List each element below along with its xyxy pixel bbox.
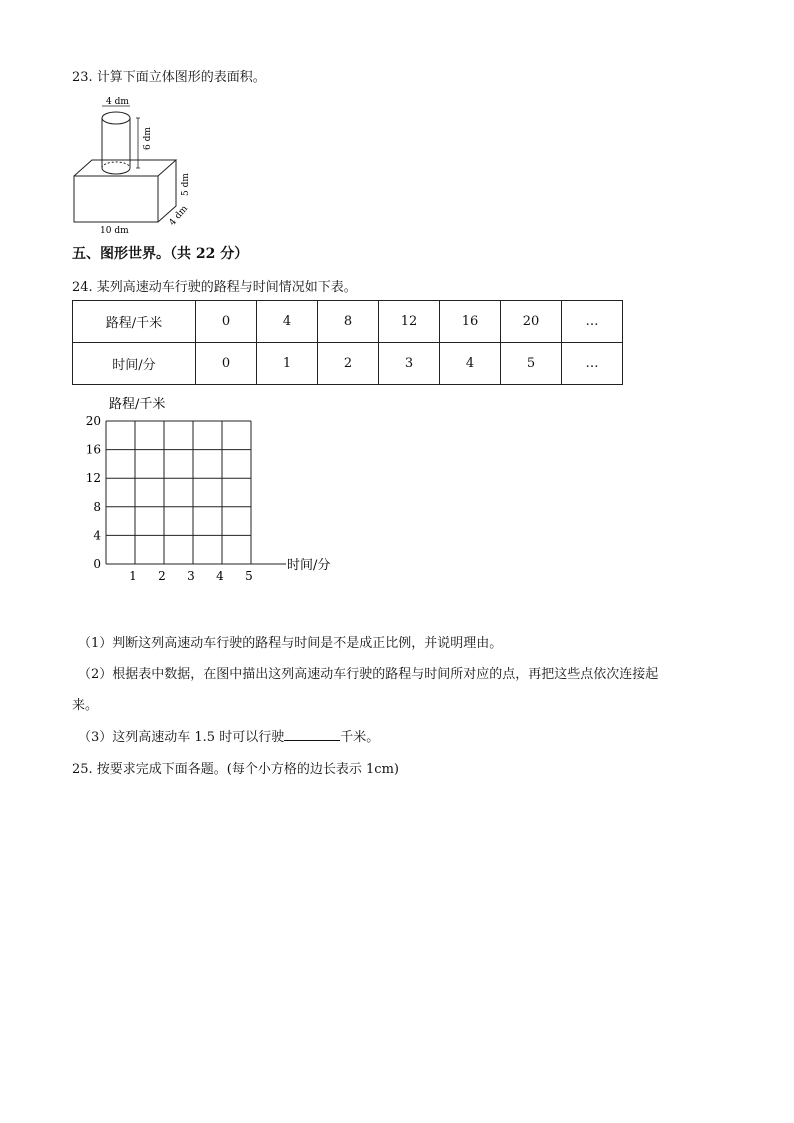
sub-question-3 [78, 726, 379, 745]
solid-figure-diagram [70, 92, 210, 234]
distance-time-grid-chart [80, 394, 350, 584]
table-cell: 0 [196, 301, 257, 343]
x-tick-label: 3 [187, 569, 195, 583]
table-cell: 0 [196, 343, 257, 385]
y-tick-label: 4 [93, 528, 101, 543]
x-tick-label: 5 [245, 569, 253, 583]
sub-question-3-suffix: 千米。 [340, 730, 380, 745]
table-cell: 16 [440, 301, 501, 343]
y-tick-label: 0 [93, 557, 101, 571]
label-width: 4 dm [167, 203, 191, 228]
table-cell: 8 [318, 301, 379, 343]
y-tick-label: 12 [85, 471, 101, 486]
table-cell: 5 [501, 343, 562, 385]
section-title: 五、图形世界。（共 22 分） [72, 246, 249, 262]
table-row [73, 343, 623, 385]
x-axis-label: 时间/分 [287, 558, 331, 573]
table-cell: 20 [501, 301, 562, 343]
sub-question-3-prefix: （3）这列高速动车 1.5 时可以行驶 [78, 730, 285, 745]
y-tick-label: 16 [85, 442, 101, 457]
question-24: 24. 某列高速动车行驶的路程与时间情况如下表。 [72, 280, 357, 295]
x-tick-label: 2 [158, 569, 166, 583]
question-25: 25. 按要求完成下面各题。(每个小方格的边长表示 1cm) [72, 762, 399, 777]
table-cell: 4 [257, 301, 318, 343]
table-row-label: 时间/分 [73, 343, 196, 385]
y-tick-label: 8 [93, 499, 101, 514]
label-diameter: 4 dm [106, 97, 129, 107]
label-cylinder-height: 6 dm [143, 127, 153, 150]
label-length: 10 dm [100, 226, 129, 234]
answer-blank[interactable] [284, 728, 340, 741]
y-tick-label: 20 [85, 414, 101, 428]
table-cell: … [562, 343, 623, 385]
y-axis-label: 路程/千米 [109, 397, 166, 412]
sub-question-1: （1）判断这列高速动车行驶的路程与时间是不是成正比例，并说明理由。 [78, 636, 503, 651]
x-tick-label: 1 [129, 569, 137, 583]
sub-question-2-continued: 来。 [72, 698, 99, 713]
distance-time-table [72, 300, 623, 385]
table-cell: 2 [318, 343, 379, 385]
label-height: 5 dm [181, 173, 191, 196]
table-row-label: 路程/千米 [73, 301, 196, 343]
question-23: 23. 计算下面立体图形的表面积。 [72, 70, 266, 85]
table-row [73, 301, 623, 343]
table-cell: 3 [379, 343, 440, 385]
x-tick-label: 4 [216, 569, 224, 583]
table-cell: 4 [440, 343, 501, 385]
table-cell: 1 [257, 343, 318, 385]
table-cell: … [562, 301, 623, 343]
table-cell: 12 [379, 301, 440, 343]
sub-question-2: （2）根据表中数据，在图中描出这列高速动车行驶的路程与时间所对应的点，再把这些点依次连接起 [78, 667, 659, 682]
